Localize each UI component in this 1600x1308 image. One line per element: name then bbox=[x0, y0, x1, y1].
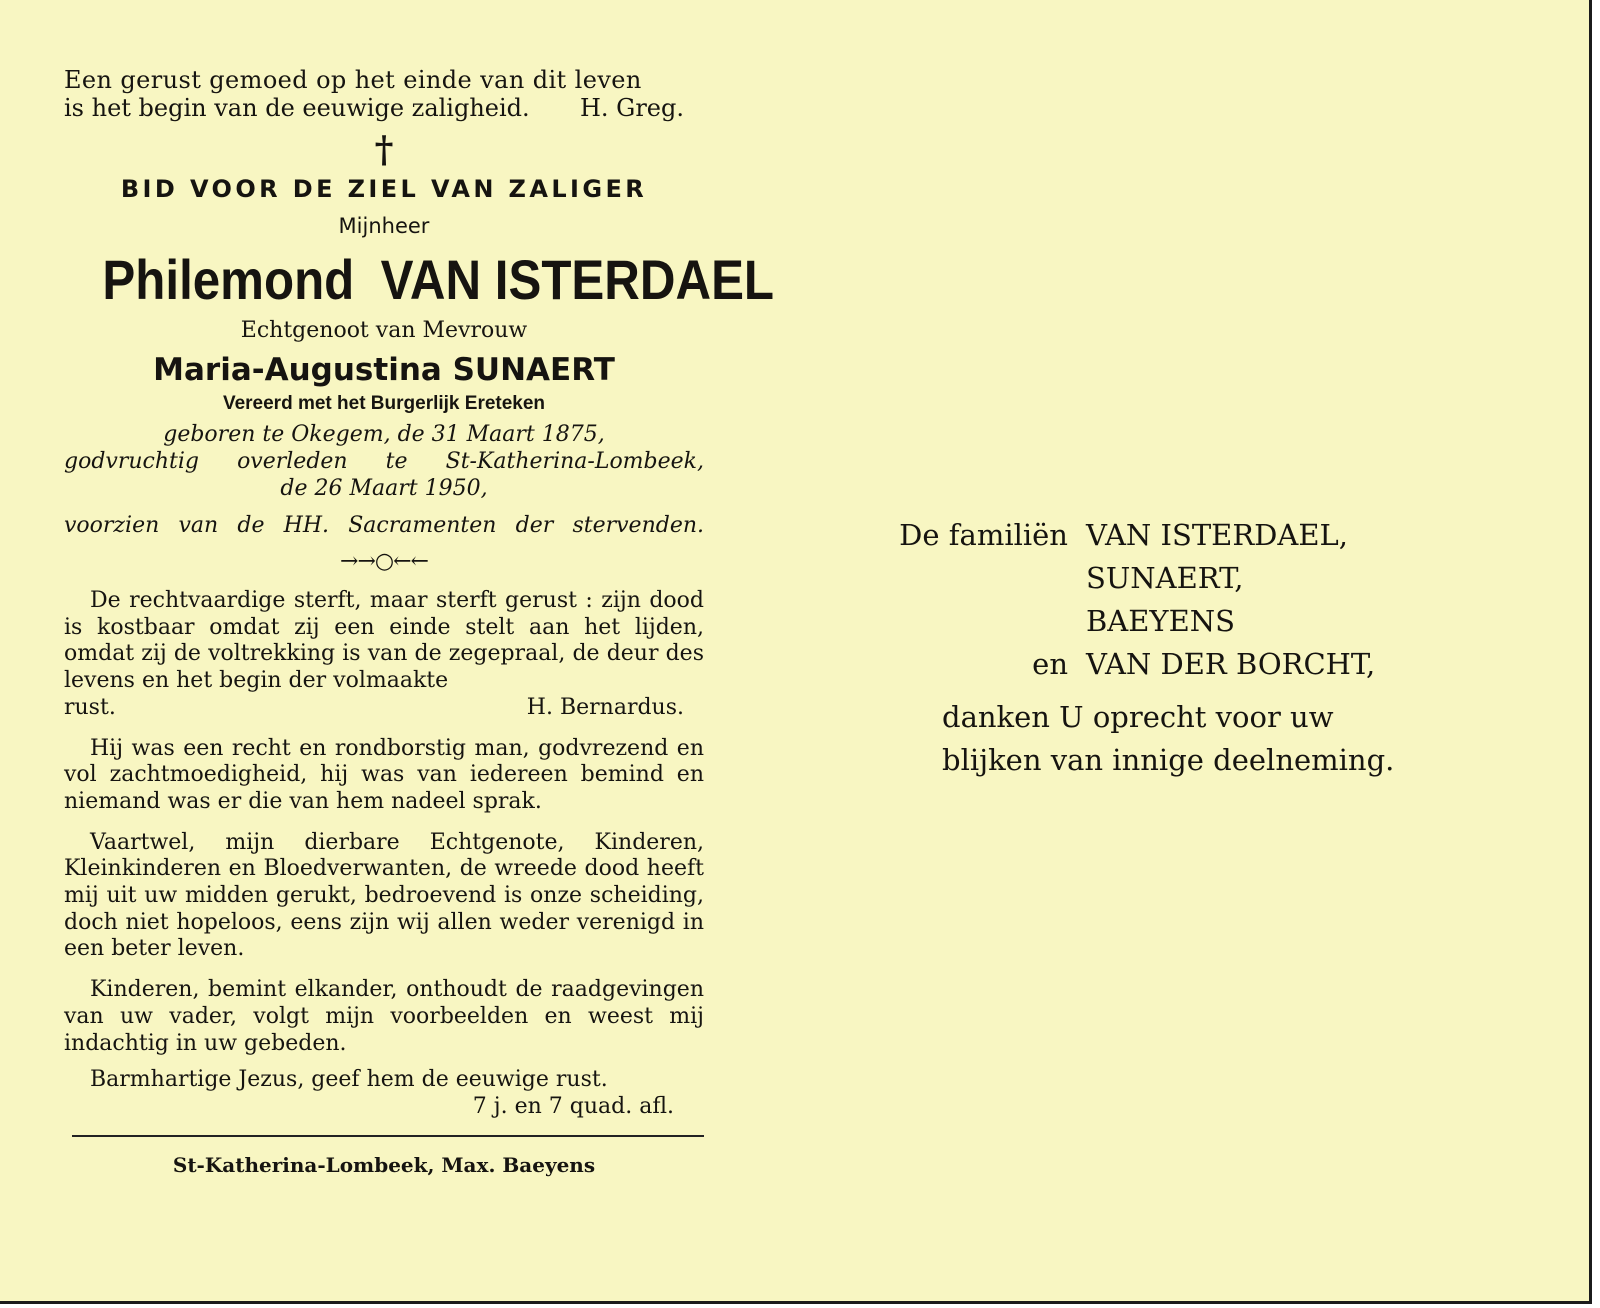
deceased-first-name: Philemond bbox=[102, 248, 355, 311]
family-name-1: VAN ISTERDAEL, bbox=[1086, 518, 1349, 552]
children-paragraph: Kinderen, bemint elkander, onthoudt de raadgevingen van uw vader, volgt mijn voorbeelden en weest mij indachtig in uw gebeden. bbox=[64, 977, 704, 1056]
epigraph-line-1: Een gerust gemoed op het einde van dit leven bbox=[64, 66, 642, 94]
prayer-heading: BID VOOR DE ZIEL VAN ZALIGER bbox=[120, 175, 648, 203]
epigraph-source: H. Greg. bbox=[579, 94, 684, 122]
ornament-divider: →→○←← bbox=[340, 549, 428, 574]
thanks-line-1: danken U oprecht voor uw bbox=[942, 700, 1334, 734]
honor-line: Vereerd met het Burgerlijk Ereteken bbox=[222, 393, 546, 414]
life-dates bbox=[64, 421, 704, 539]
death-line-1: godvruchtig overleden te St-Katherina-Lombeek, bbox=[64, 449, 704, 474]
spouse-intro: Echtgenoot van Mevrouw bbox=[240, 318, 528, 343]
spouse-name: Maria-Augustina SUNAERT bbox=[153, 352, 615, 388]
sacraments-line: voorzien van de HH. Sacramenten der stervenden. bbox=[64, 513, 704, 538]
death-line-2: de 26 Maart 1950, bbox=[280, 476, 488, 501]
left-panel bbox=[64, 66, 775, 1177]
cross-icon: † bbox=[374, 129, 394, 171]
epigraph bbox=[64, 66, 704, 122]
epigraph-line-2: is het begin van de eeuwige zaligheid. bbox=[64, 94, 530, 122]
thanks-line-2: blijken van innige deelneming. bbox=[942, 743, 1395, 777]
quote-text: De rechtvaardige sterft, maar sterft gerust : zijn dood is kostbaar omdat zij een einde stelt aan het lijden, omdat zij de voltrekking is van de zegepraal, de deur des levens en het begin der volmaakte bbox=[64, 588, 704, 694]
closing-prayer: Barmhartige Jezus, geef hem de eeuwige rust. bbox=[90, 1067, 608, 1093]
quote-end: rust. bbox=[64, 694, 116, 720]
deceased-surname: VAN ISTERDAEL bbox=[380, 248, 775, 311]
indulgence-note: 7 j. en 7 quad. afl. bbox=[472, 1093, 674, 1119]
printer-credit: St-Katherina-Lombeek, Max. Baeyens bbox=[172, 1152, 596, 1177]
closing bbox=[64, 1067, 704, 1120]
family-name-4: VAN DER BORCHT, bbox=[1086, 647, 1376, 681]
birth-line: geboren te Okegem, de 31 Maart 1875, bbox=[163, 422, 605, 447]
quote-paragraph bbox=[64, 588, 704, 722]
thanks-message bbox=[890, 696, 1510, 782]
family-name-3: BAEYENS bbox=[1086, 604, 1235, 638]
right-panel bbox=[890, 514, 1510, 782]
farewell-paragraph: Vaartwel, mijn dierbare Echtgenote, Kinderen, Kleinkinderen en Bloedverwanten, de wreede dood heeft mij uit uw midden gerukt, bedroevend is onze scheiding, doch niet hopeloos, eens zijn wij allen weder verenigd in een beter leven. bbox=[64, 829, 704, 962]
character-paragraph: Hij was een recht en rondborstig man, godvrezend en vol zachtmoedigheid, hij was van iedereen bemind en niemand was er die van hem nadeel sprak. bbox=[64, 735, 704, 814]
title-mijnheer: Mijnheer bbox=[338, 214, 430, 238]
quote-source: H. Bernardus. bbox=[526, 694, 684, 720]
family-name-2: SUNAERT, bbox=[1086, 561, 1244, 595]
divider-rule bbox=[72, 1135, 704, 1137]
families-and: en bbox=[1032, 647, 1068, 681]
families-prefix: De familiën bbox=[899, 518, 1068, 552]
deceased-name bbox=[102, 248, 775, 312]
